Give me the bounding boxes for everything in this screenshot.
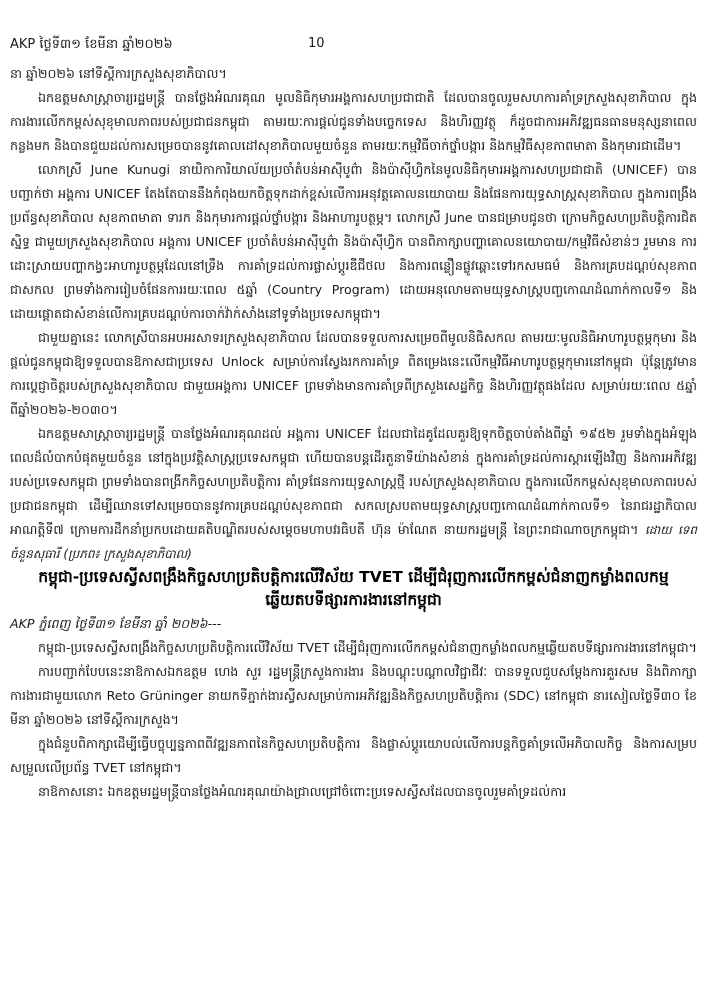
article1-paragraph-4-text: ឯកឧត្តមសាស្ត្រាចារ្យរដ្ឋមន្ត្រី បានថ្លែងអំណរគុណដល់ អង្គការ UNICEF ដែលជាដៃគូដែលគួរឱ្យទុកចិត្តចាប់តាំងពីឆ្នាំ ១៩៥២ រួមទាំងក្នុងអំឡុងពេលដ៏លំបាកបំផុតមួយចំនួន នៅក្នុងប្រវត្តិសាស្ត្រប្រទេសកម្ពុជា ហើយបានបន្តដើរតួនាទីយ៉ាងសំខាន់ ក្នុងការគាំទ្រដល់ការស្តារឡើងវិញ និងការអភិវឌ្ឍរបស់ប្រទេសកម្ពុជា ព្រមទាំងបានពង្រីកកិច្ចសហប្រតិបត្តិការ គាំទ្រផែនការយុទ្ធសាស្ត្រថ្មី របស់ក្រសួងសុខាភិបាល ក្នុងការលើកកម្ពស់សុខុមាលភាពរបស់ប្រជាជនកម្ពុជា ដើម្បីឈានទៅសម្រេចបាននូវការគ្របដណ្តប់សុខភាពជា សកលស្របតាមយុទ្ធសាស្ត្របញ្ចកោណដំណាក់កាលទី១ នៃរាជរដ្ឋាភិបាលអាណត្តិទី៧ ក្រោមការដឹកនាំប្រកបដោយគតិបណ្ឌិតរបស់សម្តេចមហាបវរធិបតី ហ៊ុន ម៉ាណែត នាយករដ្ឋមន្ត្រី នៃព្រះរាជាណាចក្រកម្ពុជា។ xyxy=(10,426,697,537)
page-number: 10 xyxy=(308,36,325,51)
article1-paragraph-2: លោកស្រី June Kunugi នាយិកាការិយាល័យប្រចាំតំបន់អាស៊ីបូព៌ា និងប៉ាស៊ីហ្វិកនៃមូលនិធិកុមារអង្គការសហប្រជាជាតិ (UNICEF) បានបញ្ជាក់ថា អង្គការ UNICEF តែងតែបាននឹងកំពុងយកចិត្តទុកដាក់ខ្ពស់លើការអនុវត្តគោលនយោបាយ និងផែនការយុទ្ធសាស្ត្រសុខាភិបាល ក្នុងការពង្រឹងប្រព័ន្ធសុខាភិបាល សុខភាពមាតា ទារក និងកុមារការផ្តល់ថ្នាំបង្ការ និងអាហារូបត្ថម្ភ។ លោកស្រី June បានជម្រាបជូនថា ក្រោមកិច្ចសហប្រតិបត្តិការជិតស្និទ្ធ ជាមួយក្រសួងសុខាភិបាល អង្គការ UNICEF ប្រចាំតំបន់អាស៊ីបូព៌ា និងប៉ាស៊ីហ្វិក បានពិភាក្សាបញ្ហាគោលនយោបាយ/កម្មវិធីសំខាន់ៗ រួមមាន ការដោះស្រាយបញ្ហាកង្វះអាហារូបត្ថម្ភដែលនៅទ្រឹង ការគាំទ្រដល់ការផ្លាស់ប្តូរឌីជីថល និងការពន្លឿនផ្លូវឆ្ពោះទៅរកសមធម៌ និងការគ្របដណ្តប់សុខភាពជាសកល ព្រមទាំងការរៀបចំផែនការរយៈពេល ៥ឆ្នាំ (Country Program) ដោយអនុលោមតាមយុទ្ធសាស្ត្របញ្ចកោណដំណាក់កាលទី១ និងដោយផ្តោតជាសំខាន់លើការគ្របដណ្តប់ការចាក់វ៉ាក់សាំងនៅទូទាំងប្រទេសកម្ពុជា។ xyxy=(10,162,697,321)
article2-headline: កម្ពុជា-ប្រទេសស្វីសពង្រឹងកិច្ចសហប្រតិបត្តិការលើវិស័យ TVET ដើម្បីជំរុញការលើកកម្ពស់ជំនាញកម្លាំងពលកម្មឆ្លើយតបទីផ្សារការងារនៅកម្ពុជា xyxy=(38,568,669,609)
page-header xyxy=(10,36,325,55)
article1-byline: ដោយ ទេព ចំនួនសុធារី (ប្រភព៖ ក្រសួងសុខាភិបាល) xyxy=(10,523,697,561)
article1-paragraph-4 xyxy=(10,422,697,566)
article1-paragraph-3: ជាមួយគ្នានេះ លោកស្រីបានអបអរសាទរក្រសួងសុខាភិបាល ដែលបានទទួលការសម្រេចពីមូលនិធិសកល តាមរយៈមូលនិធិអាហារូបត្ថម្ភកុមារ និងផ្តល់ជូនកម្ពុជាឱ្យទទួលបានឱកាសជាប្រទេស Unlock សម្រាប់ការស្វែងរកការគាំទ្រ ពិតម្រេងនេះលើកម្មវិធីអាហារូបត្ថម្ភកុមារនៅកម្ពុជា ប៉ុន្តែត្រូវមានការប្តេជ្ញាចិត្តរបស់ក្រសួងសុខាភិបាល ជាមួយអង្គការ UNICEF ព្រមទាំងមានការគាំទ្រពីក្រសួងសេដ្ឋកិច្ច និងហិរញ្ញវត្ថុផងដែល សម្រាប់រយៈពេល ៥ឆ្នាំ ពីឆ្នាំ២០២៦-២០៣០។ xyxy=(10,330,697,417)
header-date-line: AKP ថ្ងៃទី៣១ ខែមីនា ឆ្នាំ២០២៦ xyxy=(10,37,173,52)
article1-continuation: នា ឆ្នាំ២០២៦ នៅទីស្តីការក្រសួងសុខាភិបាល។ xyxy=(10,66,227,81)
article2-paragraph-4: នាឱកាសនោះ ឯកឧត្តមរដ្ឋមន្ត្រីបានថ្លែងអំណរគុណយ៉ាងជ្រាលជ្រៅចំពោះប្រទេសស្វីសដែលបានចូលរួមគាំទ្រដល់ការ xyxy=(38,784,567,799)
article2-paragraph-2: ការបញ្ជាក់បែបនេះនាឱកាសឯកឧត្តម ហេង សួរ រដ្ឋមន្ត្រីក្រសួងការងារ និងបណ្តុះបណ្តាលវិជ្ជាជីវៈ បានទទួលជួបសម្តែងការគួរសម និងពិភាក្សាការងារជាមួយលោក Reto Grüninger នាយកទីភ្នាក់ងារស្វីសសម្រាប់ការអភិវឌ្ឍនិងកិច្ចសហប្រតិបត្តិការ (SDC) នៅកម្ពុជា នារសៀលថ្ងៃទី៣០ ខែមីនា ឆ្នាំ២០២៦ នៅទីស្តីការក្រសួង។ xyxy=(10,664,697,727)
article2-paragraph-1: កម្ពុជា-ប្រទេសស្វីសពង្រឹងកិច្ចសហប្រតិបត្តិការលើវិស័យ TVET ដើម្បីជំរុញការលើកកម្ពស់ជំនាញកម្លាំងពលកម្មឆ្លើយតបទីផ្សារការងារនៅកម្ពុជា។ xyxy=(38,640,697,655)
document-body xyxy=(10,62,697,804)
article2-paragraph-3: ក្នុងជំនួបពិភាក្សាដើម្បីធ្វើបច្ចុប្បន្នភាពពីវឌ្ឍនភាពនៃកិច្ចសហប្រតិបត្តិការ និងផ្លាស់ប្តូរយោបល់លើការបន្តកិច្ចគាំទ្រលើអភិបាលកិច្ច និងការសម្របសម្រួលលើប្រព័ន្ធ TVET នៅកម្ពុជា។ xyxy=(10,736,697,775)
article2-dateline: AKP ភ្នំពេញ ថ្ងៃទី៣១ ខែមីនា ឆ្នាំ ២០២៦--- xyxy=(10,616,222,631)
article1-paragraph-1: ឯកឧត្តមសាស្ត្រាចារ្យរដ្ឋមន្ត្រី បានថ្លែងអំណរគុណ មូលនិធិកុមារអង្គការសហប្រជាជាតិ ដែលបានចូលរួមសហការគាំទ្រក្រសួងសុខាភិបាល ក្នុងការងារលើកកម្ពស់សុខុមាលភាពរបស់ប្រជាជនកម្ពុជា តាមរយៈការផ្តល់ជូនទាំងបច្ចេកទេស និងហិរញ្ញវត្ថុ ក៏ដូចជាការអភិវឌ្ឍធនធានមនុស្សនាពេលកន្លងមក និងបានជួយដល់ការសម្រេចបាននូវគោលដៅសុខាភិបាលមួយចំនួន តាមរយៈកម្មវិធីចាក់ថ្នាំបង្ការ និងកម្មវិធីសុខភាពមាតា និងកុមារជាដើម។ xyxy=(10,90,697,153)
